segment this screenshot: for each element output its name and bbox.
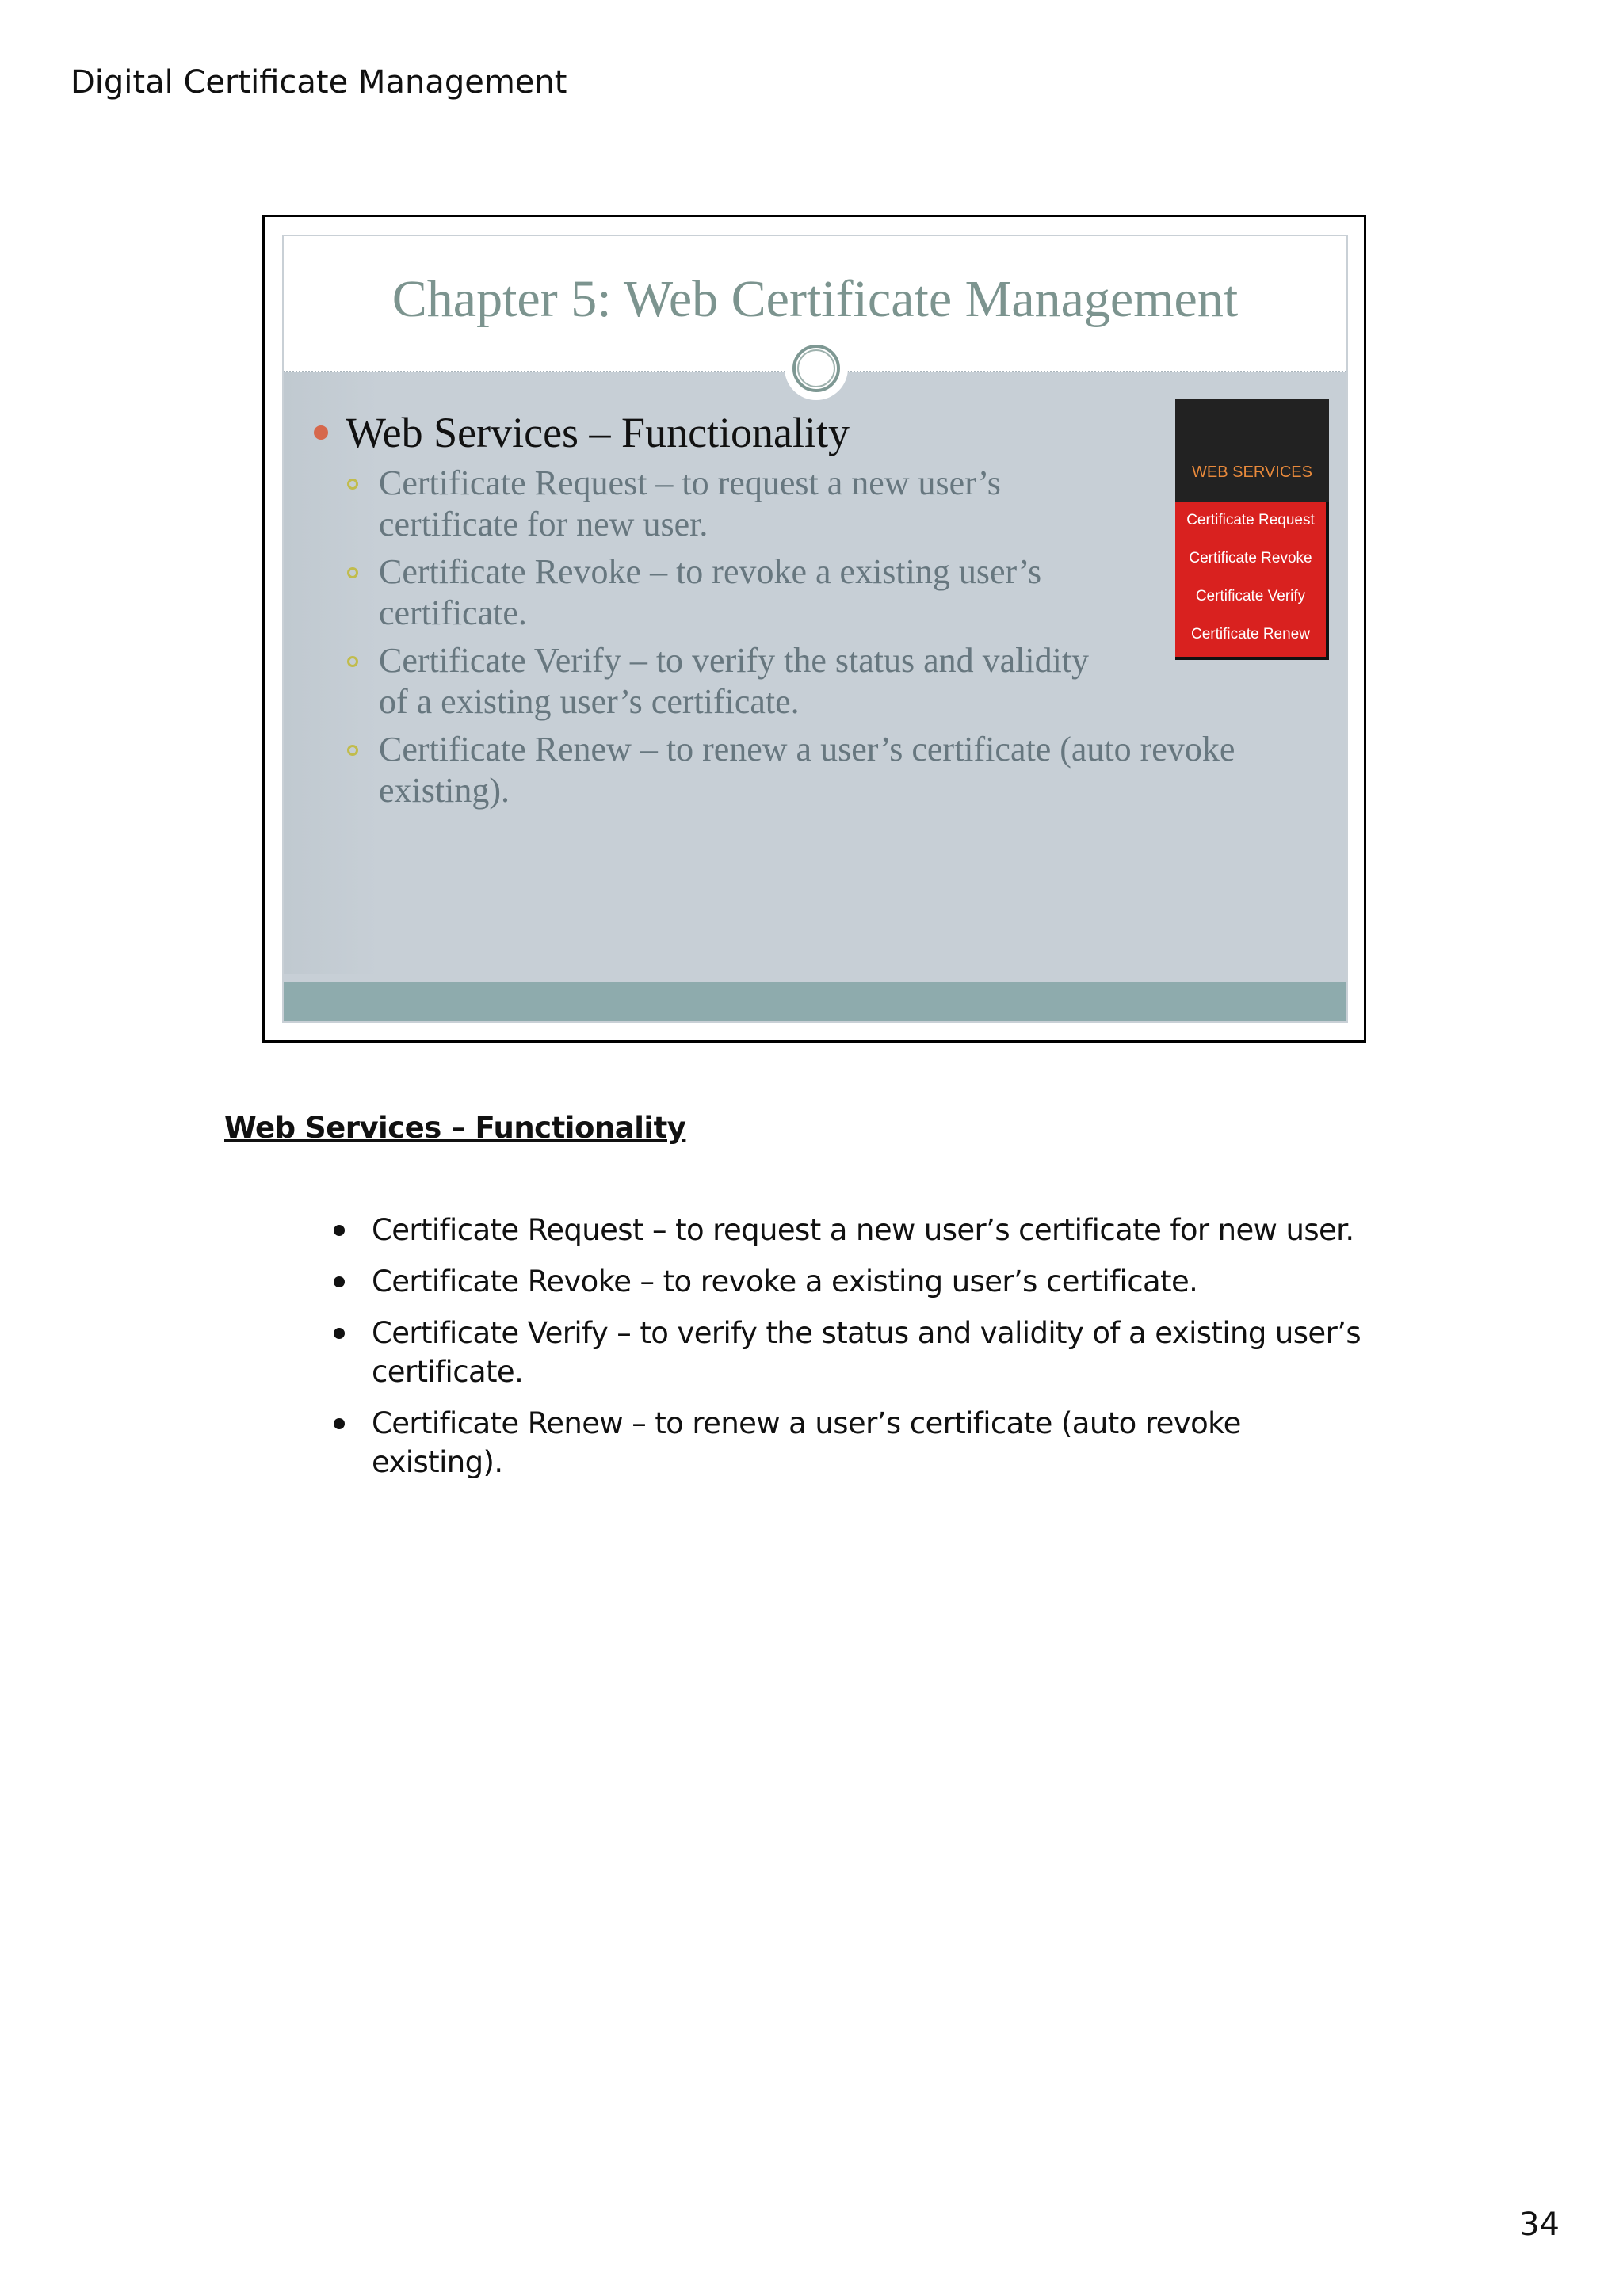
slide-main-bullet-text: Web Services – Functionality (346, 409, 850, 456)
list-item (330, 1211, 1376, 1249)
slide-sub-bullet-text: Certificate Request – to request a new user’s certificate for new user. (379, 463, 1001, 543)
slide (282, 235, 1348, 1023)
slide-sub-bullet (379, 640, 1089, 723)
web-services-menu-header: WEB SERVICES (1192, 463, 1312, 481)
slide-sub-bullet (379, 463, 1001, 545)
slide-title: Chapter 5: Web Certificate Management (391, 270, 1239, 328)
bullet-icon (334, 1276, 345, 1287)
bullet-icon (334, 1225, 345, 1236)
list-item (330, 1314, 1376, 1391)
list-item-text: Certificate Request – to request a new user’s certificate for new user. (372, 1213, 1354, 1247)
ring-bullet-icon (347, 567, 358, 578)
notes-heading: Web Services – Functionality (224, 1111, 686, 1145)
web-services-menu-list (1175, 502, 1329, 657)
menu-item-certificate-revoke[interactable]: Certificate Revoke (1189, 550, 1312, 566)
web-services-menu (1175, 399, 1329, 660)
notes-list (330, 1211, 1376, 1494)
menu-item-certificate-renew[interactable]: Certificate Renew (1191, 626, 1310, 643)
page-number: 34 (1519, 2206, 1560, 2243)
ring-bullet-icon (347, 656, 358, 667)
menu-item-certificate-request[interactable]: Certificate Request (1186, 512, 1315, 528)
slide-sub-bullet (379, 729, 1235, 811)
bullet-icon (334, 1418, 345, 1429)
list-item-text: Certificate Revoke – to revoke a existing user’s certificate. (372, 1264, 1198, 1299)
menu-bottom-edge (1175, 657, 1329, 660)
circle-ornament-icon (785, 337, 848, 400)
list-item-text: Certificate Verify – to verify the status and validity of a existing user’s certificate. (372, 1316, 1361, 1389)
slide-sub-bullet-text: Certificate Renew – to renew a user’s certificate (auto revoke existing). (379, 730, 1235, 810)
list-item-text: Certificate Renew – to renew a user’s certificate (auto revoke existing). (372, 1406, 1241, 1479)
slide-main-bullet (314, 406, 850, 459)
bullet-dot-icon (314, 425, 328, 440)
slide-thumbnail (262, 215, 1366, 1043)
bullet-icon (334, 1328, 345, 1339)
slide-sub-bullet-text: Certificate Revoke – to revoke a existing user’s certificate. (379, 552, 1042, 632)
slide-footer-bar (284, 982, 1346, 1021)
list-item (330, 1404, 1376, 1482)
list-item (330, 1262, 1376, 1301)
slide-left-shade (284, 372, 379, 974)
ring-bullet-icon (347, 479, 358, 490)
slide-sub-bullet (379, 551, 1041, 634)
running-header: Digital Certificate Management (71, 64, 567, 101)
menu-item-certificate-verify[interactable]: Certificate Verify (1195, 588, 1306, 605)
ring-bullet-icon (347, 745, 358, 756)
slide-sub-bullet-text: Certificate Verify – to verify the status and validity of a existing user’s certificate. (379, 641, 1090, 721)
